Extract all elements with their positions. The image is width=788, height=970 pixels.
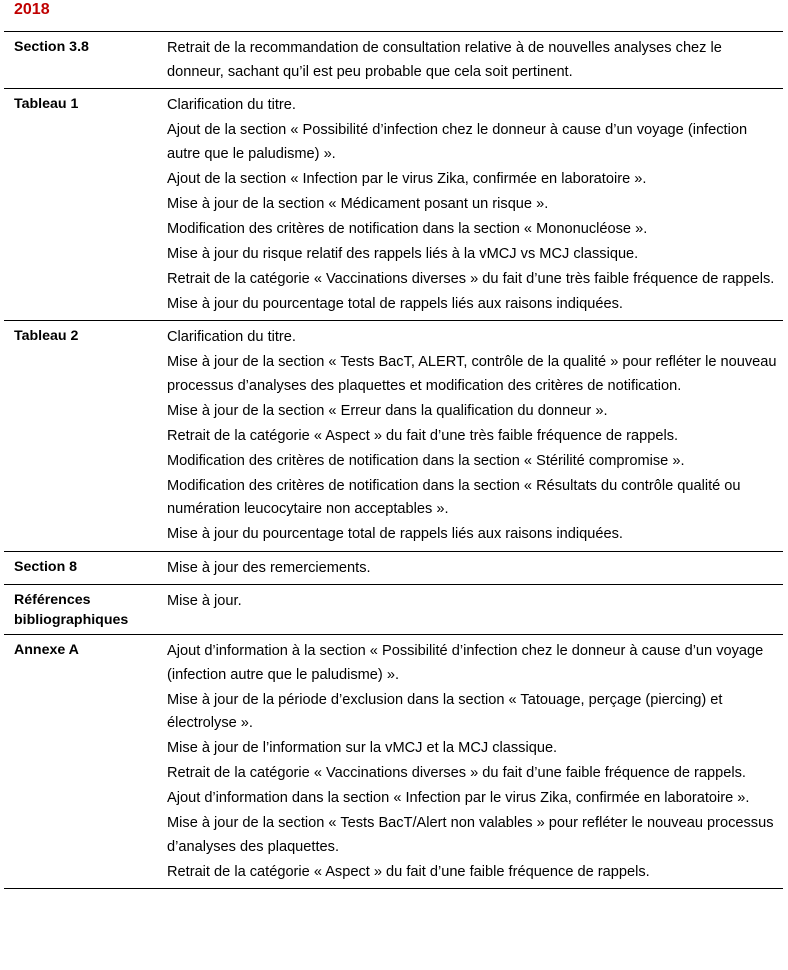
change-item: Mise à jour du risque relatif des rappels liés à la vMCJ vs MCJ classique. — [167, 245, 639, 262]
change-item: Clarification du titre. — [167, 329, 296, 345]
changes-table — [4, 31, 783, 889]
table-row-tableau-2 — [4, 321, 783, 552]
change-item: Retrait de la catégorie « Aspect » du fait d’une très faible fréquence de rappels. — [167, 427, 679, 444]
change-item: Mise à jour de la section « Tests BacT, ALERT, contrôle de la qualité » pour refléter le nouveau processus d’analyses des plaquettes et modification des critères de notification. — [167, 354, 777, 394]
changes-table-body — [4, 32, 783, 889]
section-label: Tableau 1 — [4, 89, 167, 321]
year-heading: 2018 — [14, 1, 50, 18]
change-item: Mise à jour du pourcentage total de rappels liés aux raisons indiquées. — [167, 526, 623, 542]
change-list — [167, 321, 783, 552]
change-item: Retrait de la catégorie « Vaccinations diverses » du fait d’une très faible fréquence de rappels. — [167, 270, 775, 287]
change-item: Mise à jour des remerciements. — [167, 559, 371, 576]
table-row-section-8 — [4, 551, 783, 585]
table-row-references — [4, 585, 783, 635]
change-item: Mise à jour de la section « Tests BacT/Alert non valables » pour refléter le nouveau processus d’analyses des plaquettes. — [167, 815, 774, 855]
change-item: Ajout d’information à la section « Possibilité d’infection chez le donneur à cause d’un voyage (infection autre que le paludisme) ». — [167, 643, 764, 683]
change-list — [167, 89, 783, 321]
change-item: Mise à jour. — [167, 593, 242, 609]
change-item: Mise à jour de la section « Erreur dans la qualification du donneur ». — [167, 402, 608, 419]
change-item: Retrait de la recommandation de consultation relative à de nouvelles analyses chez le donneur, sachant qu’il est peu probable que cela soit pertinent. — [167, 40, 722, 80]
change-list — [167, 551, 783, 585]
change-item: Modification des critères de notification dans la section « Stérilité compromise ». — [167, 452, 685, 469]
section-label: Références bibliographiques — [4, 585, 167, 635]
change-item: Ajout d’information dans la section « Infection par le virus Zika, confirmée en laboratoire ». — [167, 790, 750, 806]
change-list — [167, 32, 783, 89]
section-label: Section 3.8 — [4, 32, 167, 89]
change-item: Mise à jour de la période d’exclusion dans la section « Tatouage, perçage (piercing) et électrolyse ». — [167, 691, 723, 731]
section-label: Tableau 2 — [4, 321, 167, 552]
change-list — [167, 635, 783, 889]
change-item: Retrait de la catégorie « Vaccinations diverses » du fait d’une faible fréquence de rappels. — [167, 765, 746, 781]
change-item: Ajout de la section « Infection par le virus Zika, confirmée en laboratoire ». — [167, 170, 647, 187]
change-item: Mise à jour de l’information sur la vMCJ et la MCJ classique. — [167, 740, 558, 756]
change-item: Mise à jour de la section « Médicament posant un risque ». — [167, 195, 549, 212]
change-item: Mise à jour du pourcentage total de rappels liés aux raisons indiquées. — [167, 295, 623, 312]
change-item: Clarification du titre. — [167, 97, 296, 113]
table-row-tableau-1 — [4, 89, 783, 321]
change-item: Ajout de la section « Possibilité d’infection chez le donneur à cause d’un voyage (infection autre que le paludisme) ». — [167, 122, 748, 162]
change-item: Modification des critères de notification dans la section « Résultats du contrôle qualité ou numération leucocytaire non acceptables ». — [167, 477, 741, 517]
change-list — [167, 585, 783, 635]
change-item: Modification des critères de notification dans la section « Mononucléose ». — [167, 220, 648, 237]
table-row-annexe-a — [4, 635, 783, 889]
change-item: Retrait de la catégorie « Aspect » du fait d’une faible fréquence de rappels. — [167, 863, 650, 880]
table-row-section-3-8 — [4, 32, 783, 89]
section-label: Annexe A — [4, 635, 167, 889]
section-label: Section 8 — [4, 551, 167, 585]
